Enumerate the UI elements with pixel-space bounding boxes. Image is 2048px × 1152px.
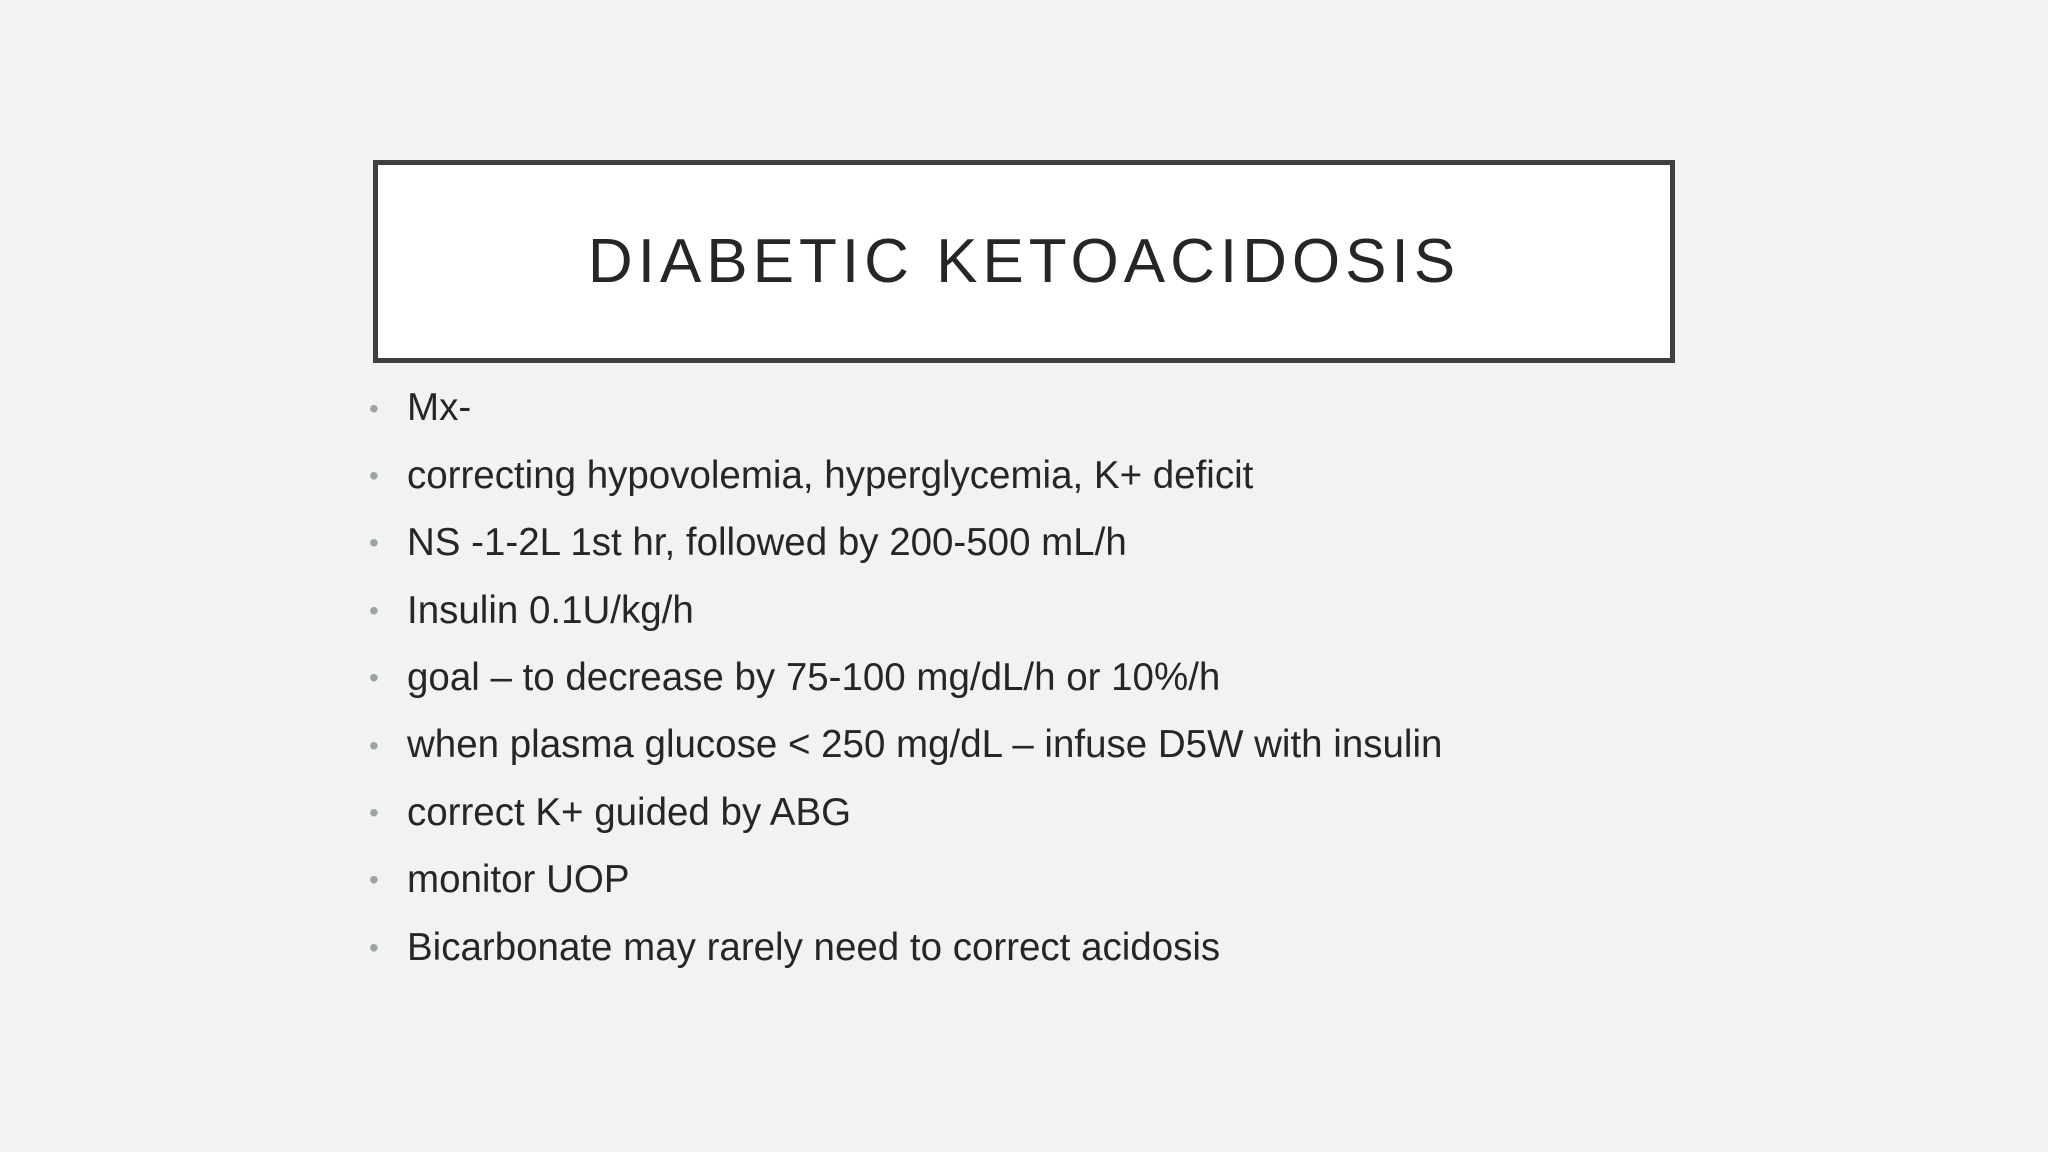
bullet-text: correcting hypovolemia, hyperglycemia, K+ deficit xyxy=(407,453,1254,497)
list-item xyxy=(365,510,1765,577)
list-item xyxy=(365,577,1765,644)
bullet-dot-icon: • xyxy=(369,864,379,896)
bullet-dot-icon: • xyxy=(369,729,379,761)
bullet-dot-icon: • xyxy=(369,392,379,424)
bullet-text: NS -1-2L 1st hr, followed by 200-500 mL/h xyxy=(407,521,1127,565)
bullet-dot-icon: • xyxy=(369,931,379,963)
list-item xyxy=(365,712,1765,779)
bullet-dot-icon: • xyxy=(369,527,379,559)
bullet-dot-icon: • xyxy=(369,797,379,829)
bullet-text: correct K+ guided by ABG xyxy=(407,790,852,834)
list-item xyxy=(365,645,1765,712)
bullet-dot-icon: • xyxy=(369,594,379,626)
bullet-text: Insulin 0.1U/kg/h xyxy=(407,588,694,632)
slide-title: DIABETIC KETOACIDOSIS xyxy=(587,227,1461,296)
bullet-dot-icon: • xyxy=(369,460,379,492)
bullet-text: goal – to decrease by 75-100 mg/dL/h or 10%/h xyxy=(407,656,1221,699)
title-box xyxy=(373,160,1675,363)
bullet-dot-icon: • xyxy=(369,662,379,694)
bullet-text: when plasma glucose < 250 mg/dL – infuse D5W with insulin xyxy=(407,723,1443,767)
bullet-list xyxy=(365,375,1765,982)
bullet-text: Mx- xyxy=(407,386,472,430)
list-item xyxy=(365,779,1765,846)
list-item xyxy=(365,914,1765,981)
bullet-text: monitor UOP xyxy=(407,858,630,902)
list-item xyxy=(365,847,1765,914)
bullet-text: Bicarbonate may rarely need to correct acidosis xyxy=(407,925,1221,969)
list-item xyxy=(365,442,1765,509)
list-item xyxy=(365,375,1765,442)
